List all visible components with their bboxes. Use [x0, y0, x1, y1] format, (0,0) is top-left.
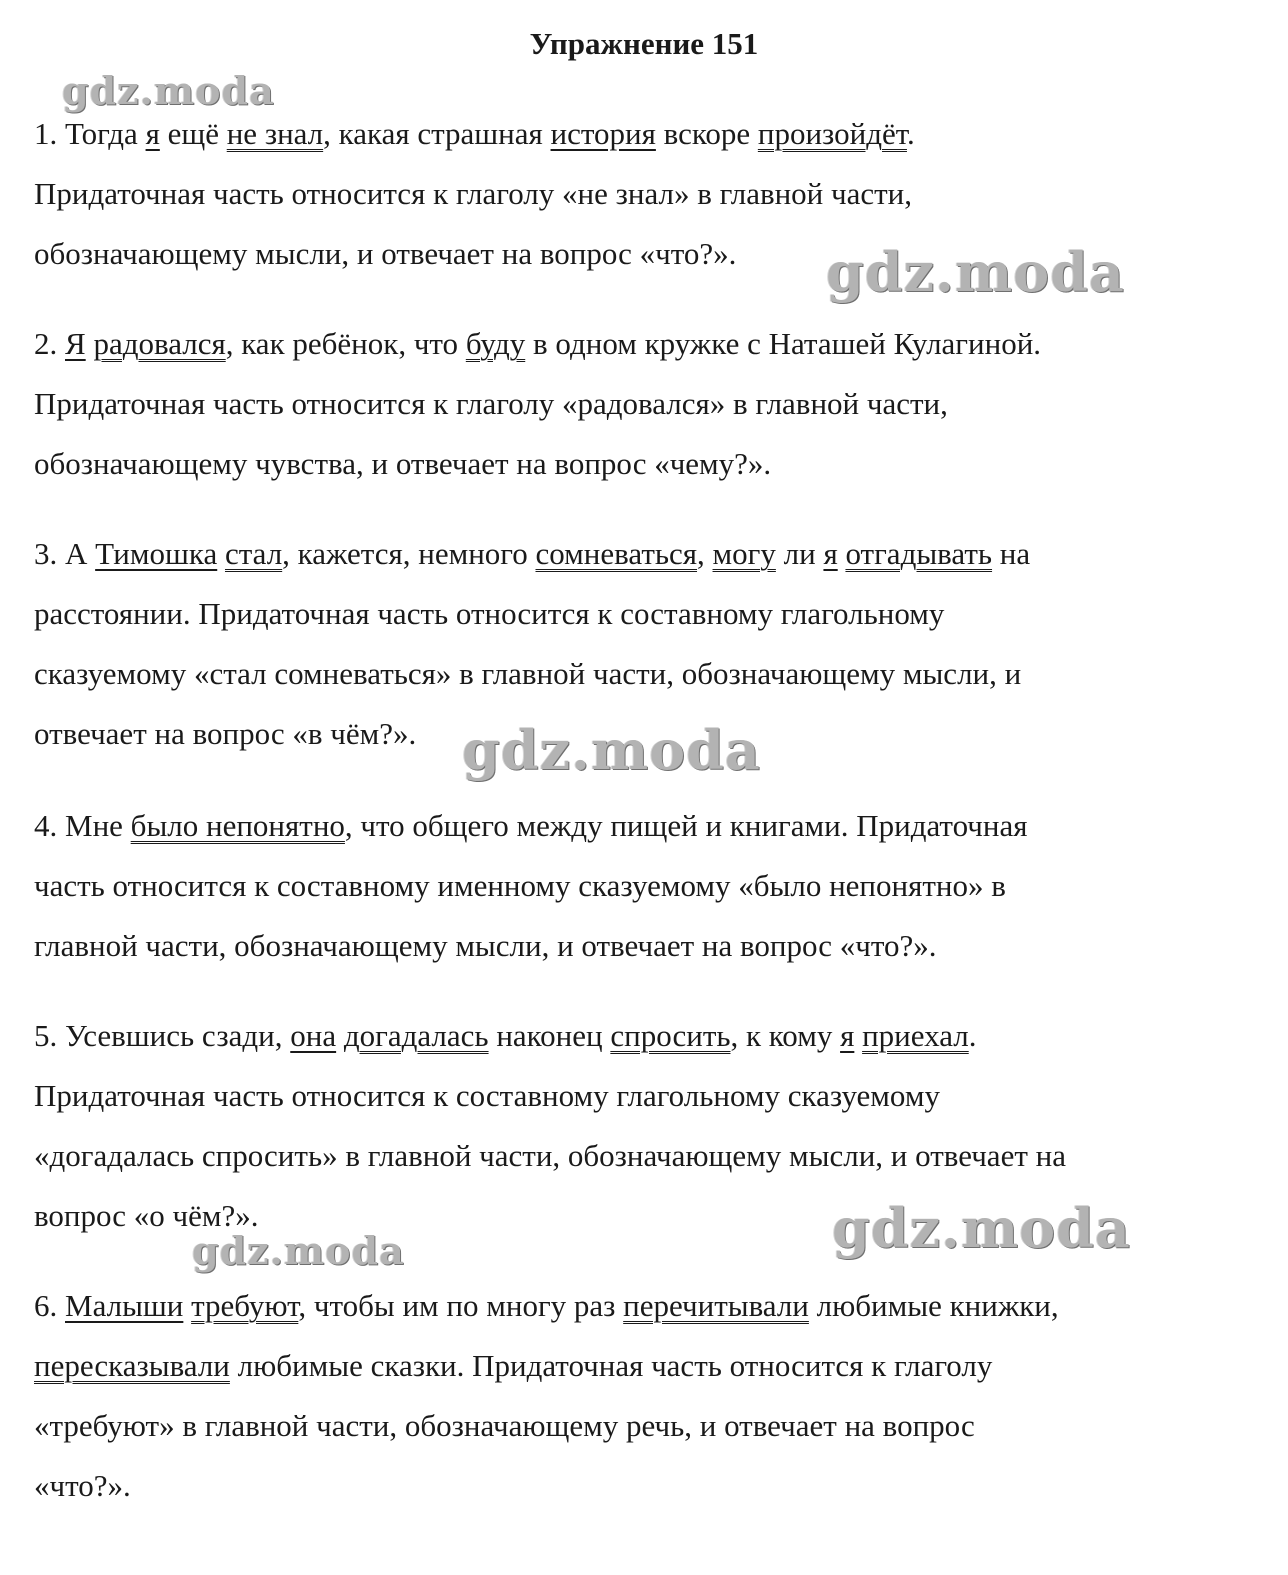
- watermark: gdz.moda: [62, 68, 275, 113]
- predicate-underlined: приехал: [862, 1018, 969, 1053]
- watermark: gdz.moda: [192, 1228, 405, 1273]
- text-line: [34, 856, 1264, 916]
- text-line: [34, 1336, 1264, 1396]
- predicate-underlined: могу: [712, 536, 776, 571]
- text-line: [34, 644, 1264, 704]
- text-segment: .: [968, 1018, 977, 1053]
- text-segment: часть относится к составному именному сказуемому «было непонятно» в: [34, 868, 1006, 903]
- text-line: [34, 104, 1264, 164]
- page-title: Упражнение 151: [529, 26, 759, 61]
- text-line: [34, 374, 1264, 434]
- text-line: [34, 1396, 1264, 1456]
- subject-underlined: Тимошка: [95, 536, 218, 571]
- predicate-underlined: радовался: [93, 326, 226, 361]
- text-segment: , что общего между пищей и книгами. Придаточная: [344, 808, 1028, 843]
- text-segment: 6.: [34, 1288, 65, 1323]
- predicate-underlined: требуют: [191, 1288, 299, 1323]
- subject-underlined: я: [145, 116, 160, 151]
- text-segment: [217, 536, 225, 571]
- predicate-underlined: перечитывали: [623, 1288, 809, 1323]
- text-segment: вскоре: [655, 116, 758, 151]
- text-segment: , как ребёнок, что: [225, 326, 466, 361]
- text-segment: «догадалась спросить» в главной части, обозначающему мысли, и отвечает на: [34, 1138, 1066, 1173]
- text-segment: Придаточная часть относится к составному глагольному сказуемому: [34, 1078, 940, 1113]
- predicate-underlined: не знал: [226, 116, 324, 151]
- text-line: [34, 1006, 1264, 1066]
- text-segment: ,: [697, 536, 713, 571]
- text-segment: Придаточная часть относится к глаголу «радовался» в главной части,: [34, 386, 948, 421]
- text-segment: 3. А: [34, 536, 96, 571]
- subject-underlined: она: [290, 1018, 337, 1053]
- text-segment: ещё: [159, 116, 227, 151]
- text-segment: обозначающему чувства, и отвечает на вопрос «чему?».: [34, 446, 772, 481]
- text-segment: обозначающему мысли, и отвечает на вопрос «что?».: [34, 236, 737, 271]
- watermark: gdz.moda: [462, 718, 761, 782]
- text-line: [34, 1126, 1264, 1186]
- text-segment: [336, 1018, 344, 1053]
- watermark: gdz.moda: [826, 240, 1125, 304]
- text-segment: .: [906, 116, 915, 151]
- text-line: [34, 584, 1264, 644]
- predicate-underlined: произойдёт: [757, 116, 907, 151]
- text-line: [34, 796, 1264, 856]
- sentence-2: [34, 314, 1264, 494]
- subject-underlined: Я: [65, 326, 86, 361]
- text-segment: наконец: [488, 1018, 611, 1053]
- text-line: [34, 164, 1264, 224]
- text-segment: в одном кружке с Наташей Кулагиной.: [525, 326, 1042, 361]
- text-segment: «что?».: [34, 1468, 131, 1503]
- text-segment: «требуют» в главной части, обозначающему речь, и отвечает на вопрос: [34, 1408, 975, 1443]
- text-segment: любимые книжки,: [808, 1288, 1059, 1323]
- predicate-underlined: спросить: [610, 1018, 731, 1053]
- text-segment: , какая страшная: [323, 116, 551, 151]
- text-segment: 5. Усевшись сзади,: [34, 1018, 291, 1053]
- text-segment: любимые сказки. Придаточная часть относится к глаголу: [229, 1348, 993, 1383]
- text-segment: главной части, обозначающему мысли, и отвечает на вопрос «что?».: [34, 928, 937, 963]
- text-segment: 2.: [34, 326, 65, 361]
- text-segment: сказуемому «стал сомневаться» в главной части, обозначающему мысли, и: [34, 656, 1022, 691]
- text-line: [34, 524, 1264, 584]
- predicate-underlined: буду: [465, 326, 526, 361]
- predicate-underlined: стал: [224, 536, 283, 571]
- text-segment: вопрос «о чём?».: [34, 1198, 259, 1233]
- predicate-underlined: отгадывать: [845, 536, 993, 571]
- text-segment: , кажется, немного: [282, 536, 536, 571]
- text-segment: , к кому: [730, 1018, 841, 1053]
- text-segment: 4. Мне: [34, 808, 131, 843]
- subject-underlined: я: [840, 1018, 855, 1053]
- text-segment: расстоянии. Придаточная часть относится к составному глагольному: [34, 596, 945, 631]
- text-segment: [854, 1018, 862, 1053]
- text-segment: отвечает на вопрос «в чём?».: [34, 716, 417, 751]
- predicate-underlined: пересказывали: [34, 1348, 230, 1383]
- text-segment: [183, 1288, 191, 1323]
- text-segment: ли: [775, 536, 824, 571]
- subject-underlined: история: [550, 116, 656, 151]
- predicate-underlined: сомневаться: [535, 536, 698, 571]
- text-segment: Придаточная часть относится к глаголу «не знал» в главной части,: [34, 176, 913, 211]
- watermark: gdz.moda: [832, 1196, 1131, 1260]
- subject-underlined: Малыши: [65, 1288, 184, 1323]
- text-line: [34, 1276, 1264, 1336]
- text-line: [34, 314, 1264, 374]
- text-line: [34, 1066, 1264, 1126]
- text-line: [34, 1456, 1264, 1516]
- sentence-6: [34, 1276, 1264, 1516]
- text-segment: на: [992, 536, 1031, 571]
- text-segment: 1. Тогда: [34, 116, 146, 151]
- predicate-underlined: было непонятно: [130, 808, 345, 843]
- text-line: [34, 916, 1264, 976]
- predicate-underlined: догадалась: [343, 1018, 489, 1053]
- subject-underlined: я: [823, 536, 838, 571]
- sentence-4: [34, 796, 1264, 976]
- text-line: [34, 434, 1264, 494]
- text-segment: , чтобы им по многу раз: [298, 1288, 624, 1323]
